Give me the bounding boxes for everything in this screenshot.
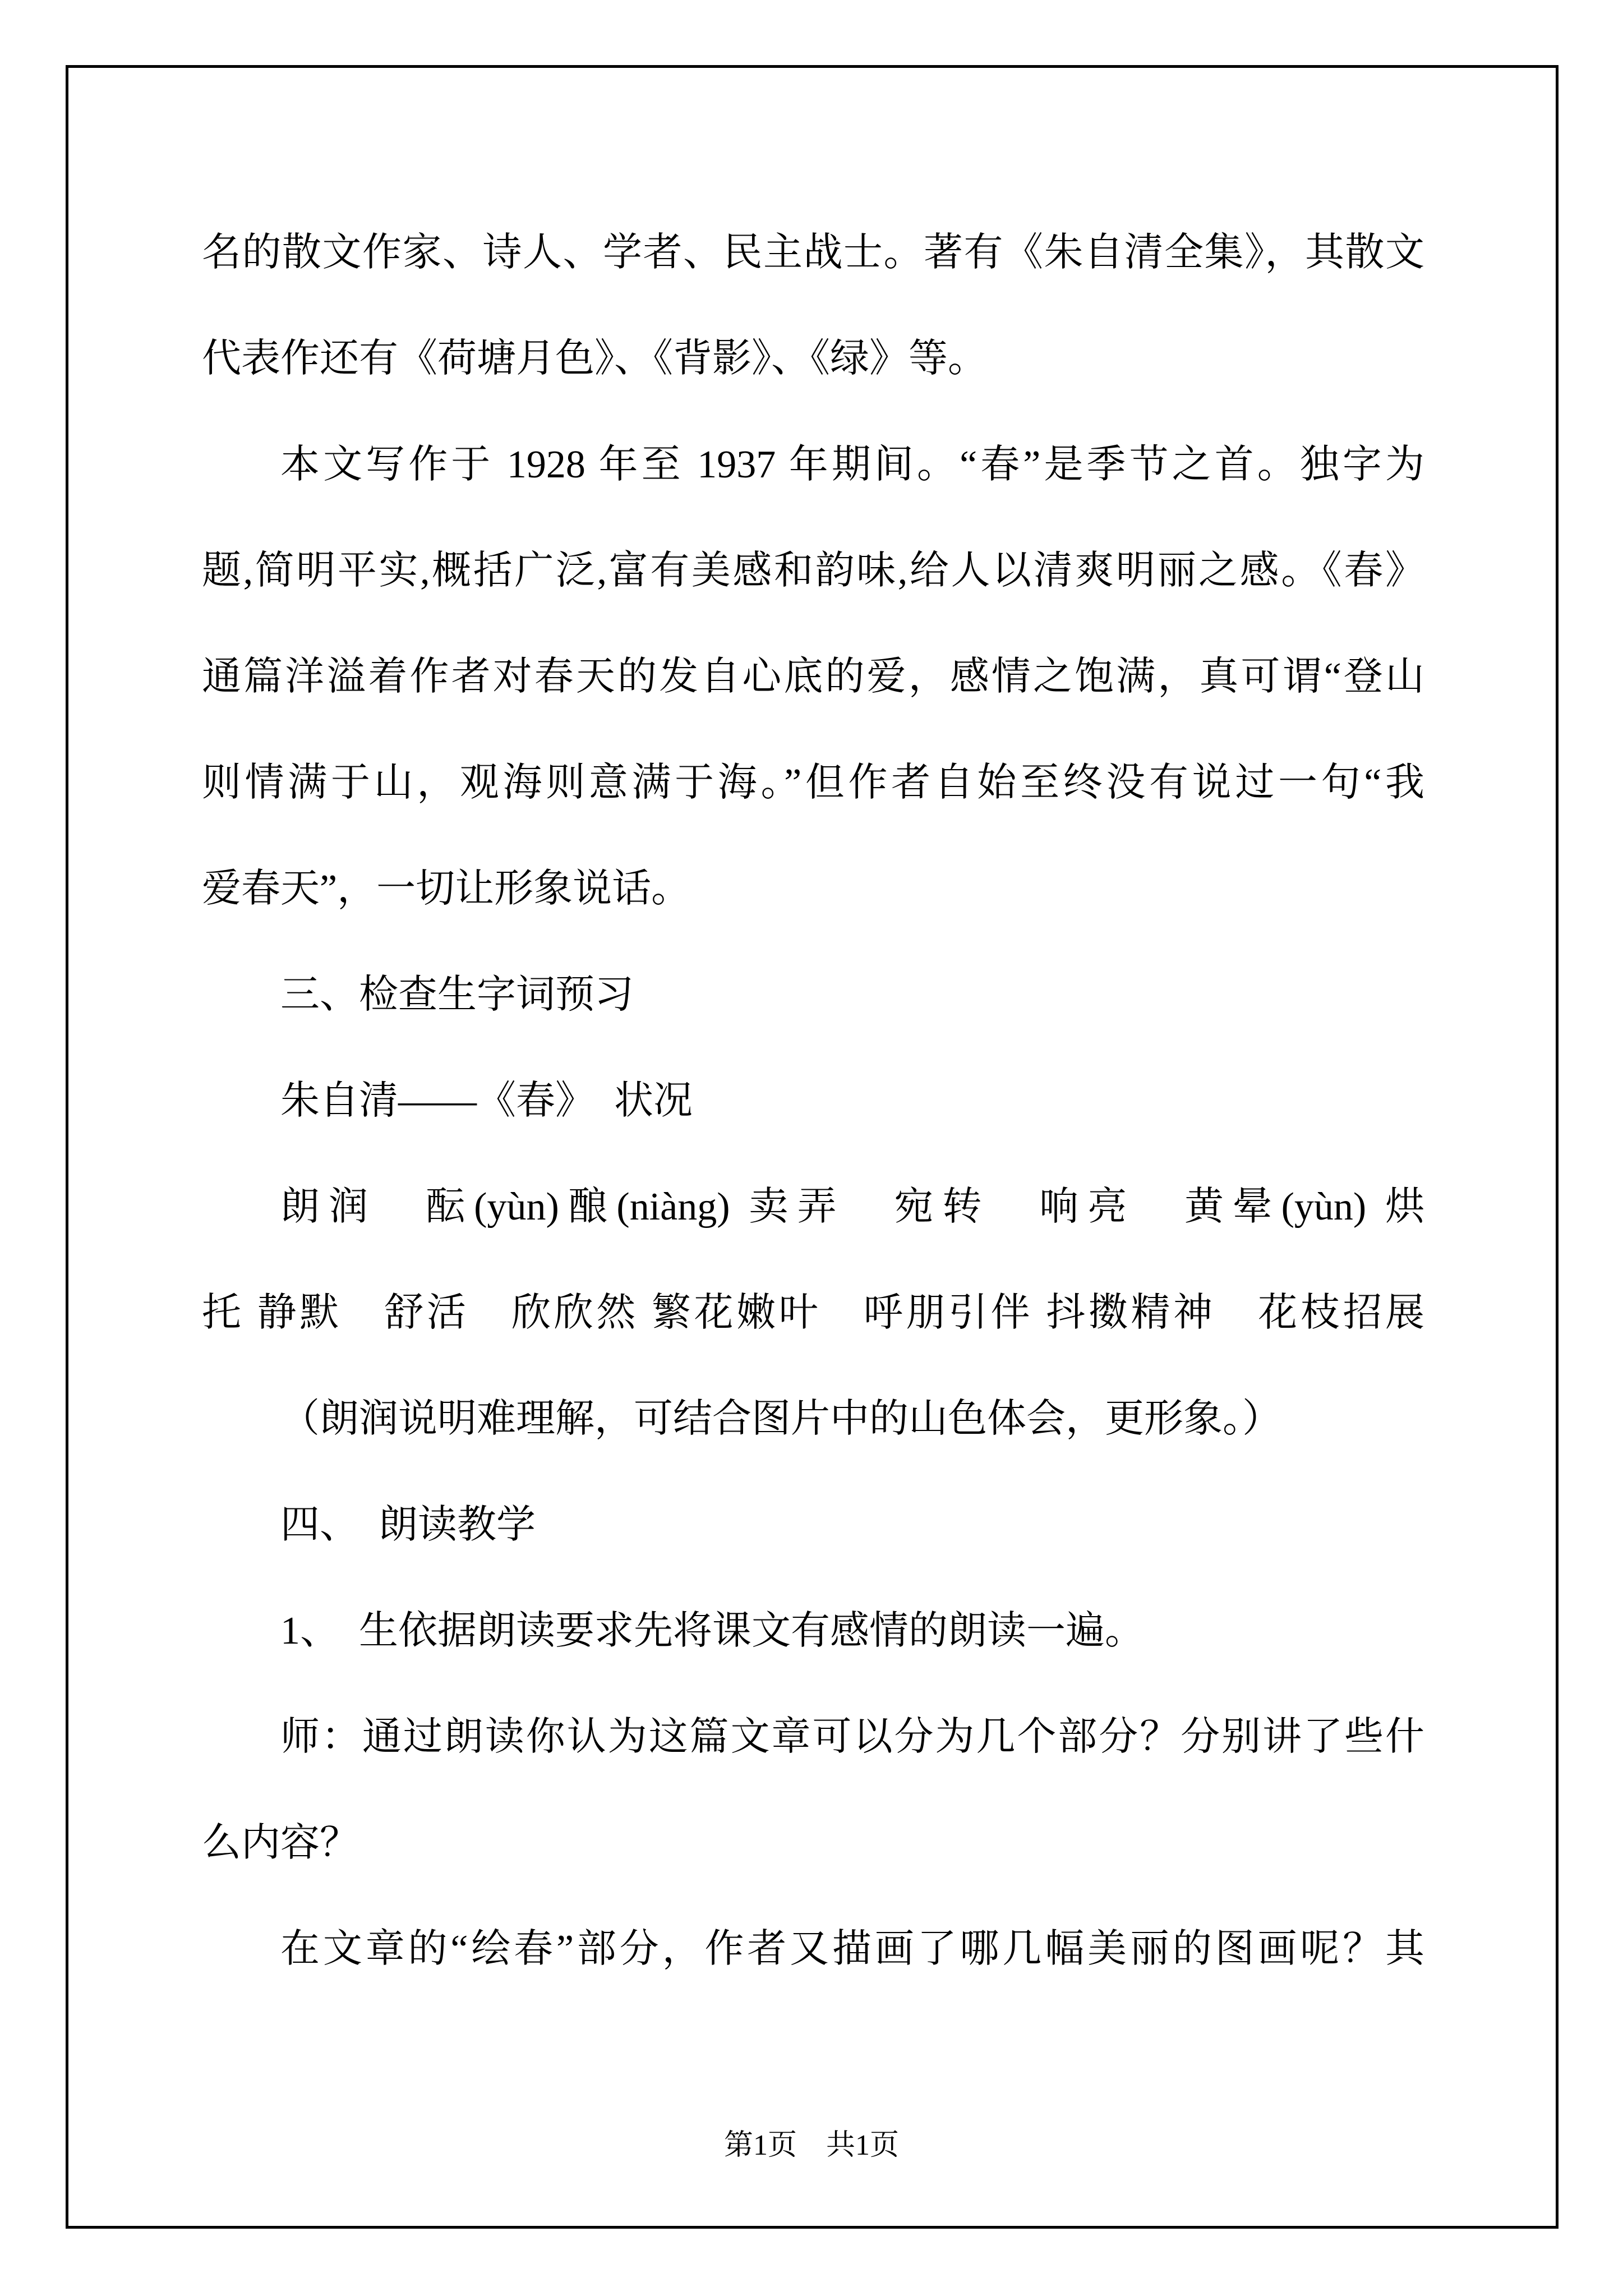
text-line: 三、检查生字词预习	[280, 973, 634, 1016]
text-line: 本文写作于 1928 年至 1937 年期间。“春”是季节之首。独字为	[280, 443, 1424, 486]
text-line: 通篇洋溢着作者对春天的发自心底的爱，感情之饱满，真可谓“登山	[202, 655, 1424, 698]
footer-page-number: 第1页 共1页	[723, 2129, 899, 2161]
text-line: 则情满于山，观海则意满于海。”但作者自始至终没有说过一句“我	[202, 761, 1424, 804]
text-line: 名的散文作家、诗人、学者、民主战士。著有《朱自清全集》，其散文	[202, 231, 1424, 274]
text-line: 么内容？	[202, 1821, 359, 1865]
text-line: 在文章的“绘春”部分，作者又描画了哪几幅美丽的图画呢？其	[280, 1927, 1424, 1971]
text-line: 师：通过朗读你认为这篇文章可以分为几个部分？分别讲了些什	[280, 1715, 1424, 1759]
text-line: 题,简明平实,概括广泛,富有美感和韵味,给人以清爽明丽之感。《春》	[202, 549, 1424, 592]
text-line: 托 静默 舒活 欣欣然 繁花嫩叶 呼朋引伴 抖擞精神 花枝招展	[202, 1291, 1424, 1335]
text-line: 四、 朗读教学	[280, 1503, 536, 1547]
text-line: （朗润说明难理解，可结合图片中的山色体会，更形象。）	[280, 1397, 1281, 1441]
text-line: 朱自清——《春》 状况	[280, 1079, 693, 1122]
text-line: 朗润 酝(yùn)酿(niàng) 卖弄 宛转 响亮 黄晕(yùn) 烘	[280, 1185, 1424, 1228]
text-line: 爱春天”，一切让形象说话。	[202, 867, 691, 910]
document-body	[202, 200, 1424, 2002]
text-line: 1、 生依据朗读要求先将课文有感情的朗读一遍。	[280, 1609, 1144, 1653]
text-line: 代表作还有《荷塘月色》、《背影》、《绿》等。	[202, 337, 987, 380]
